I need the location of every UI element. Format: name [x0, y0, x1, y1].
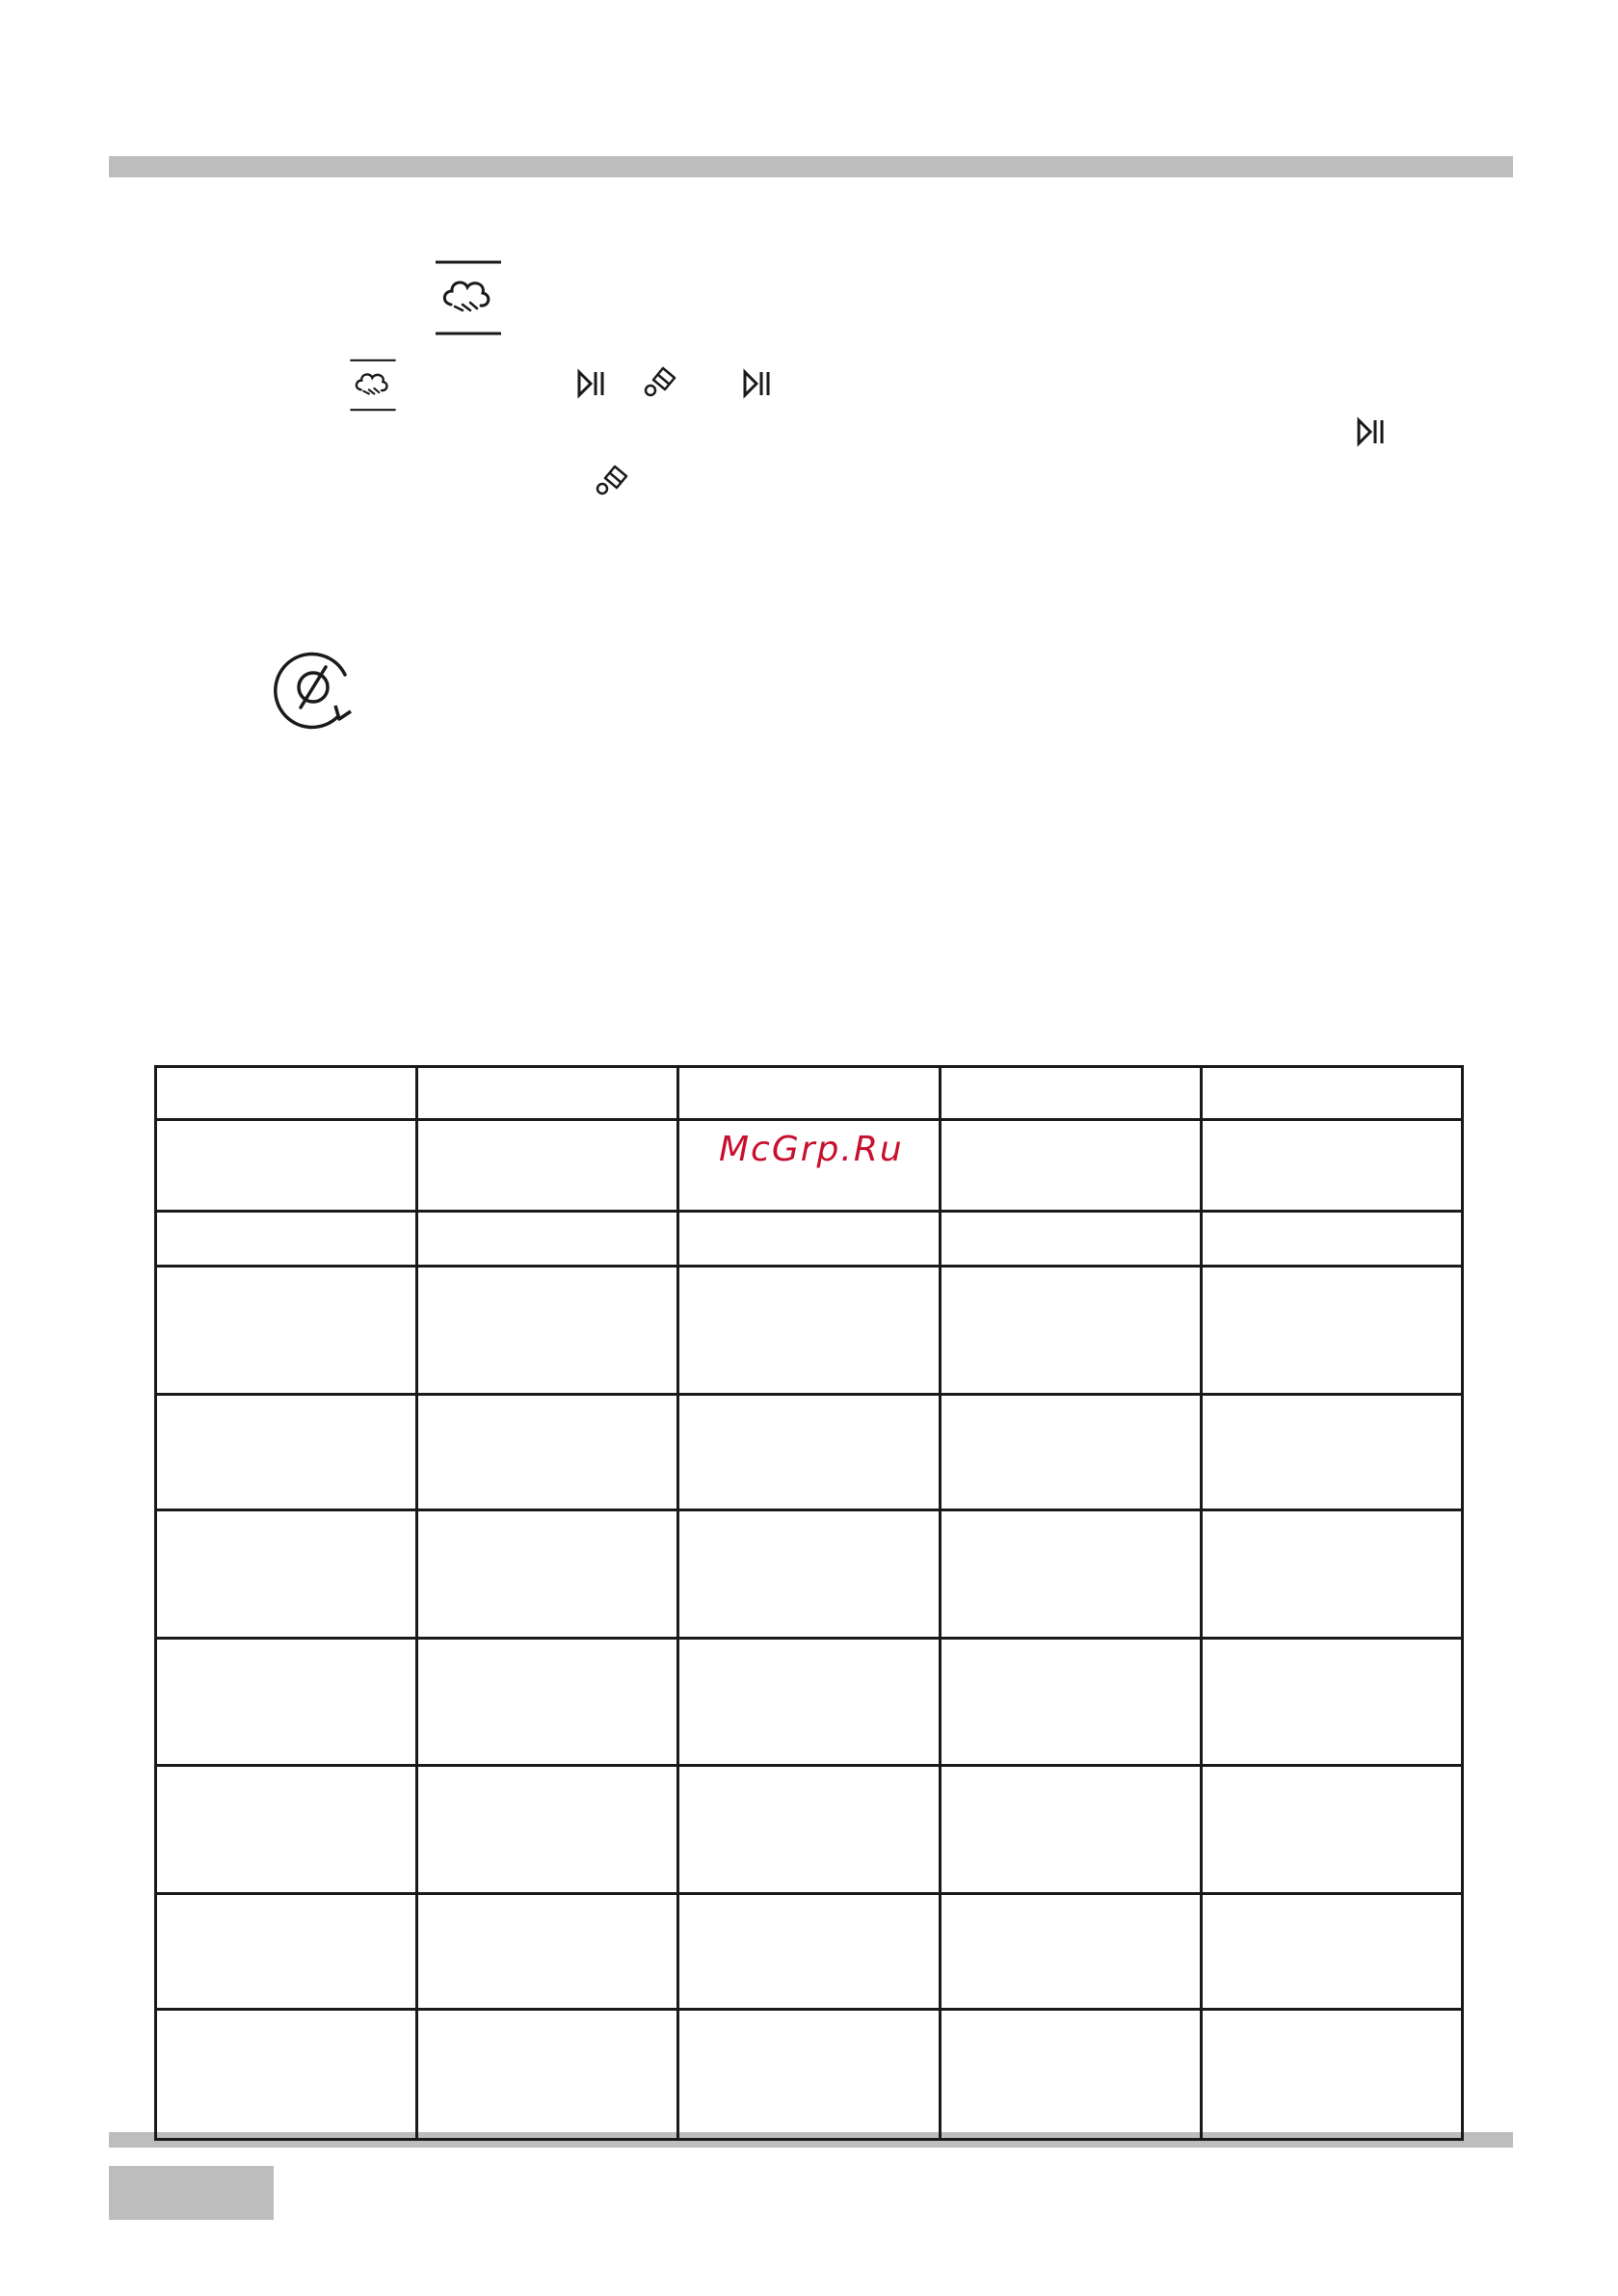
table-cell [417, 1067, 678, 1120]
table-cell [156, 1395, 417, 1510]
program-table [154, 1065, 1464, 2141]
descale-icon [596, 463, 630, 495]
table-cell [417, 1212, 678, 1267]
table-cell [940, 1510, 1201, 1639]
play-pause-icon [742, 369, 771, 398]
table-cell [156, 1212, 417, 1267]
table-cell [678, 1067, 940, 1120]
play-pause-icon [576, 369, 605, 398]
table-row [156, 1212, 1463, 1267]
table-cell [1201, 1510, 1462, 1639]
table-cell [417, 1766, 678, 1894]
table-cell [940, 1395, 1201, 1510]
page-number-tab [109, 2166, 274, 2220]
table-row [156, 2010, 1463, 2140]
table-cell [940, 1212, 1201, 1267]
play-pause-icon [1356, 417, 1385, 446]
table-row [156, 1639, 1463, 1766]
table-cell [678, 1766, 940, 1894]
table-cell [1201, 1267, 1462, 1395]
table-row [156, 1067, 1463, 1120]
table-cell [417, 2010, 678, 2140]
table-cell [1201, 1766, 1462, 1894]
table-cell [417, 1639, 678, 1766]
table-cell [678, 1510, 940, 1639]
table-cell [940, 1894, 1201, 2010]
table-cell [940, 1639, 1201, 1766]
steam-clean-icon [349, 359, 397, 412]
table-cell [156, 1894, 417, 2010]
table-cell [1201, 1639, 1462, 1766]
table-row [156, 1267, 1463, 1395]
table-cell [1201, 1067, 1462, 1120]
table-cell [1201, 1395, 1462, 1510]
table-cell [678, 1639, 940, 1766]
table-row [156, 1766, 1463, 1894]
table-cell [940, 1120, 1201, 1212]
table-cell [156, 1766, 417, 1894]
table-row [156, 1510, 1463, 1639]
table-cell [156, 2010, 417, 2140]
table-cell [940, 1067, 1201, 1120]
table-cell [156, 1120, 417, 1212]
table-cell [417, 1395, 678, 1510]
header-rule [109, 156, 1513, 177]
table-cell [417, 1510, 678, 1639]
table-cell [1201, 1894, 1462, 2010]
table-cell [156, 1510, 417, 1639]
table-cell [1201, 1212, 1462, 1267]
steam-clean-icon [434, 260, 503, 335]
table-cell [940, 1766, 1201, 1894]
table-cell [678, 1212, 940, 1267]
table-cell [417, 1267, 678, 1395]
table-cell [940, 1267, 1201, 1395]
table-cell [678, 2010, 940, 2140]
table-cell [678, 1894, 940, 2010]
table-cell [1201, 2010, 1462, 2140]
table-cell [417, 1120, 678, 1212]
table-cell [678, 1395, 940, 1510]
table-row [156, 1395, 1463, 1510]
table-row [156, 1894, 1463, 2010]
no-rotation-icon [272, 648, 360, 731]
watermark: McGrp.Ru [719, 1130, 904, 1169]
table-cell [156, 1067, 417, 1120]
table-cell [678, 1267, 940, 1395]
table-cell [1201, 1120, 1462, 1212]
table-cell [156, 1639, 417, 1766]
descale-icon [644, 364, 678, 397]
table-cell [940, 2010, 1201, 2140]
table-cell [417, 1894, 678, 2010]
table-cell [156, 1267, 417, 1395]
